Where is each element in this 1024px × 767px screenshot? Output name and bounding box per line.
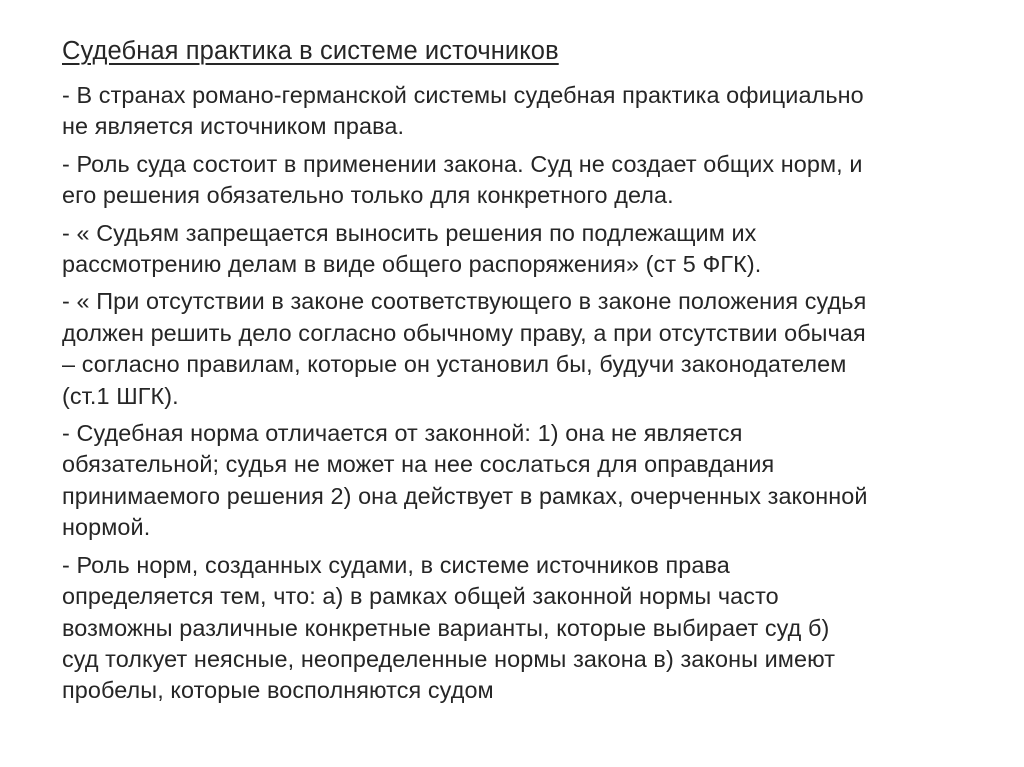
paragraph-civil-law-practice: - В странах романо-германской системы судебная практика официально не является источником права. [62, 82, 864, 140]
paragraph-judicial-norm: - Судебная норма отличается от законной: 1) она не является обязательной; судья не может на нее сослаться для оправдания принимаемого решения 2) она действует в рамках, очерченных законной нормой. [62, 420, 868, 541]
slide-title: Судебная практика в системе источников [62, 37, 559, 65]
slide-body [62, 80, 982, 713]
paragraph-role-of-court: - Роль суда состоит в применении закона. Суд не создает общих норм, и его решения обязательно только для конкретного дела. [62, 150, 863, 209]
paragraph-quote-art5-fgk: - « Судьям запрещается выносить решения по подлежащим их рассмотрению делам в виде общего распоряжения» (ст 5 ФГК). [62, 219, 762, 278]
paragraph-role-of-court-norms: - Роль норм, созданных судами, в системе источников права определяется тем, что: а) в рамках общей законной нормы часто возможны различные конкретные варианты, которые выбирает суд б) суд толкует неясные, неопределенные нормы закона в) законы имеют пробелы, которые восполняются судом [62, 551, 836, 704]
paragraph-quote-art1-shgk: - « При отсутствии в законе соответствующего в законе положения судья должен решить дело согласно обычному праву, а при отсутствии обычая – согласно правилам, которые он установил бы, будучи законодателем (ст.1 ШГК). [62, 288, 867, 409]
